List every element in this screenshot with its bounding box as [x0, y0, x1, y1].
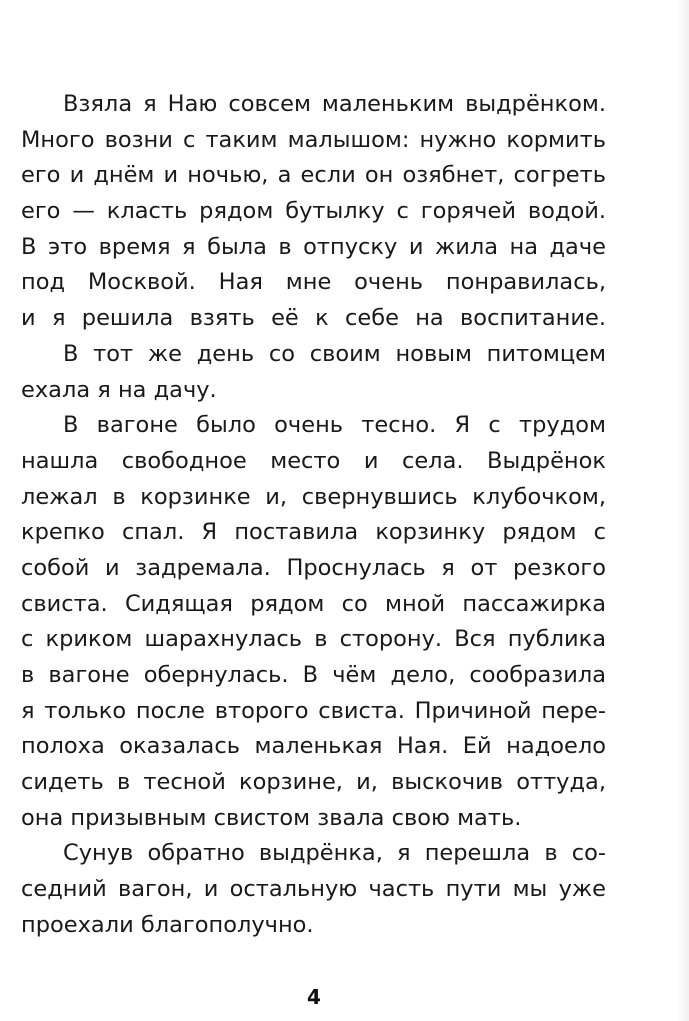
body-text — [21, 87, 606, 944]
text-line: собой и задремала. Проснулась я от резкого — [21, 554, 606, 581]
text-line: Много возни с таким малышом: нужно кормить — [21, 126, 606, 153]
text-line: В это время я была в отпуску и жила на даче — [21, 233, 606, 260]
text-line: проехали благополучно. — [21, 911, 314, 938]
text-line: я только после второго свиста. Причиной пере- — [21, 697, 606, 724]
text-line: его и днём и ночью, а если он озябнет, согреть — [21, 162, 606, 189]
text-line: Взяла я Наю совсем маленьким выдрёнком. — [63, 91, 606, 117]
text-line: В вагоне было очень тесно. Я с трудом — [63, 412, 606, 439]
text-line: его — класть рядом бутылку с горячей водой. — [21, 198, 606, 225]
text-line: полоха оказалась маленькая Ная. Ей надоело — [21, 733, 606, 760]
text-line: в вагоне обернулась. В чём дело, сообразила — [21, 662, 606, 688]
page-number: 4 — [307, 985, 321, 1009]
text-line: седний вагон, и остальную часть пути мы уже — [21, 876, 606, 903]
text-line: под Москвой. Ная мне очень понравилась, — [21, 269, 606, 296]
text-line: Сунув обратно выдрёнка, я перешла в со- — [63, 840, 606, 867]
text-line: с криком шарахнулась в сторону. Вся публика — [21, 626, 606, 653]
text-line: она призывным свистом звала свою мать. — [21, 804, 522, 831]
text-line: сидеть в тесной корзине, и, выскочив оттуда, — [21, 769, 606, 796]
text-line: свиста. Сидящая рядом со мной пассажирка — [21, 590, 606, 617]
page-edge-shadow — [677, 0, 689, 1021]
text-line: нашла свободное место и села. Выдрёнок — [21, 447, 606, 474]
text-line: В тот же день со своим новым питомцем — [63, 340, 606, 367]
text-line: и я решила взять её к себе на воспитание. — [21, 305, 606, 332]
text-line: ехала я на дачу. — [21, 376, 217, 403]
text-line: крепко спал. Я поставила корзинку рядом с — [21, 519, 606, 546]
text-line: лежал в корзинке и, свернувшись клубочком, — [21, 483, 606, 510]
